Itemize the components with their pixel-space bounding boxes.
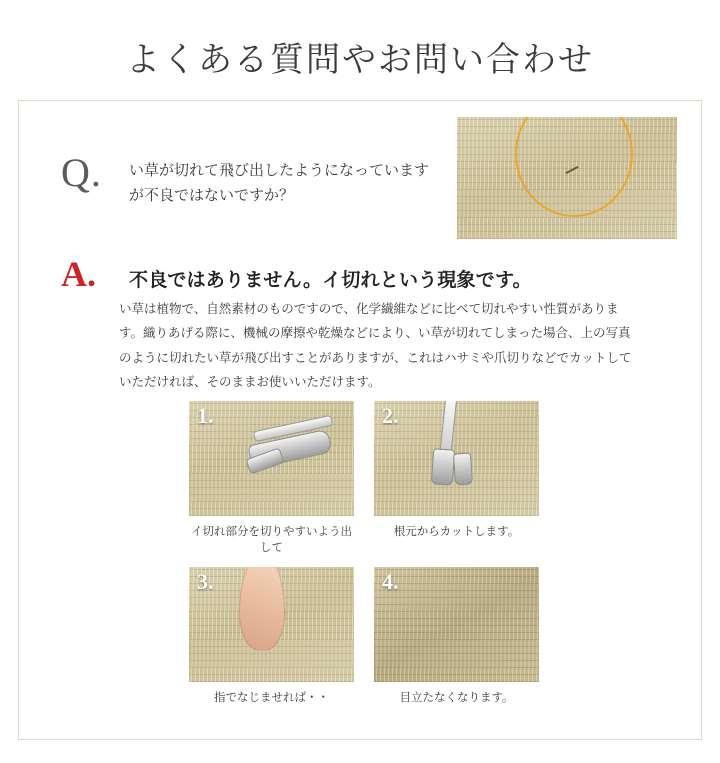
answer-body: い草は植物で、自然素材のものですので、化学繊維などに比べて切れやすい性質があります。織りあげる際に、機械の摩擦や乾燥などにより、い草が切れてしまった場合、上の写真のように切れたい草が飛び出すことがありますが、これはハサミや爪切りなどでカットしていただければ、そのままお使いいただけます。 <box>119 302 632 390</box>
step-number: 1. <box>197 403 214 428</box>
finger-icon <box>239 567 285 651</box>
question-label: Q. <box>61 150 102 195</box>
step-number: 4. <box>382 569 399 594</box>
step-photo-4 <box>374 567 539 682</box>
step-row-top <box>189 401 539 557</box>
nail-clipper-icon <box>418 401 498 497</box>
step-caption: 目立たなくなります。 <box>399 692 514 704</box>
step-gallery <box>189 401 539 717</box>
step-photo-1 <box>189 401 354 516</box>
step-caption: 根元からカットします。 <box>393 526 520 538</box>
answer-headline: 不良ではありません。イ切れという現象です。 <box>129 270 532 291</box>
step-item <box>189 401 354 557</box>
answer-label: A. <box>61 254 96 294</box>
question-photo <box>457 117 677 239</box>
answer-row <box>19 253 701 297</box>
question-text: い草が切れて飛び出したようになっていますが不良ではないですか？ <box>129 162 430 204</box>
question-row <box>19 101 701 251</box>
nail-clipper-icon <box>247 419 342 489</box>
step-caption: イ切れ部分を切りやすいよう出して <box>191 526 352 554</box>
step-item <box>374 567 539 707</box>
step-photo-3 <box>189 567 354 682</box>
step-item <box>374 401 539 557</box>
page-title: よくある質問やお問い合わせ <box>126 42 594 79</box>
faq-panel <box>18 100 702 740</box>
step-number: 3. <box>197 569 214 594</box>
step-item <box>189 567 354 707</box>
step-caption: 指でなじませれば・・ <box>214 692 329 704</box>
step-photo-2 <box>374 401 539 516</box>
step-row-bottom <box>189 567 539 707</box>
step-number: 2. <box>382 403 399 428</box>
